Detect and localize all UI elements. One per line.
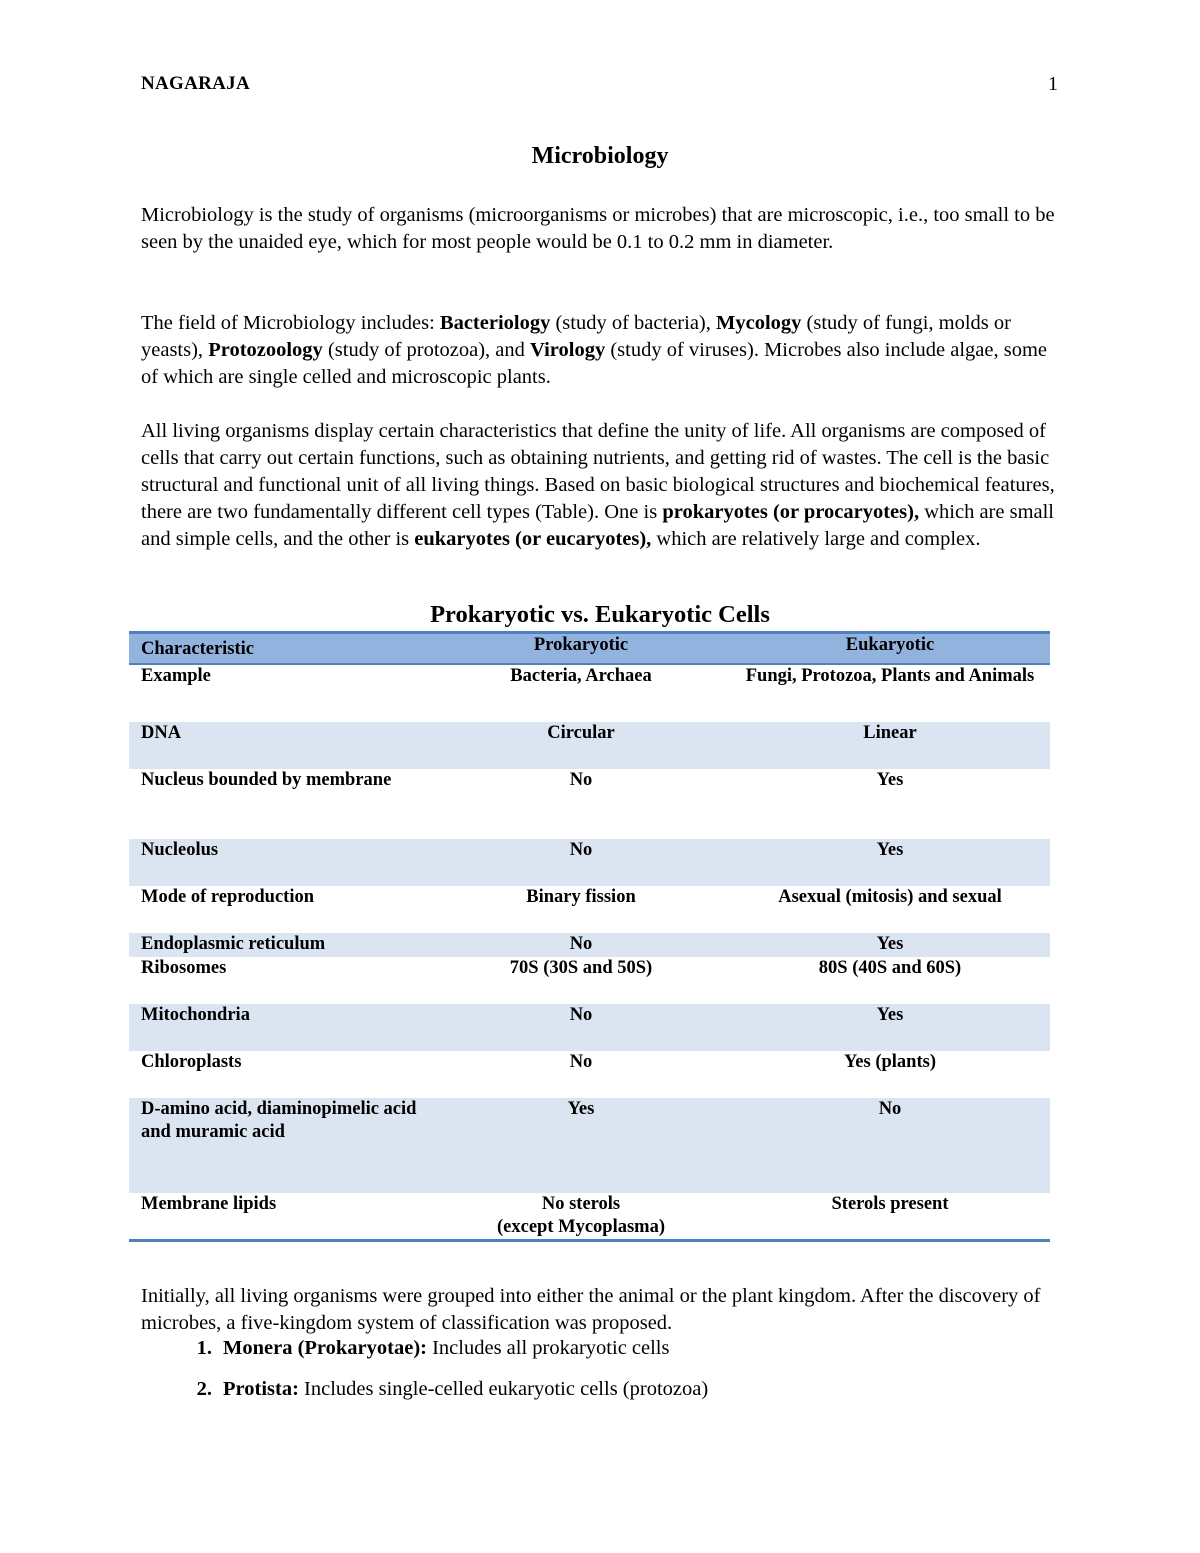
cell-eukaryotic: Fungi, Protozoa, Plants and Animals <box>745 665 1035 686</box>
cell-characteristic: Ribosomes <box>141 957 227 978</box>
term-bacteriology: Bacteriology <box>439 312 551 334</box>
table-row <box>129 1004 1050 1051</box>
cell-eukaryotic: 80S (40S and 60S) <box>818 957 962 978</box>
paragraph-classification: Initially, all living organisms were grouped into either the animal or the plant kingdom. After the discovery of microbes, a five-kingdom system of classification was proposed. <box>141 1285 1041 1334</box>
cell-line: (except Mycoplasma) <box>497 1216 665 1237</box>
cell-characteristic: D-amino acid, diaminopimelic acid and muramic acid <box>141 1098 417 1142</box>
cell-characteristic: Nucleus bounded by membrane <box>141 769 392 790</box>
cell-characteristic: Mode of reproduction <box>141 886 315 907</box>
list-number: 1. <box>196 1337 212 1359</box>
cell-eukaryotic: No <box>878 1098 902 1119</box>
term-virology: Virology <box>530 339 606 361</box>
list-item <box>141 1378 708 1401</box>
cell-prokaryotic: Circular <box>547 722 615 743</box>
table-row <box>129 839 1050 886</box>
table-row <box>129 1098 1050 1193</box>
term-protozoology: Protozoology <box>208 339 323 361</box>
paragraph-definition: Microbiology is the study of organisms (microorganisms or microbes) that are microscopic, i.e., too small to be seen by the unaided eye, which for most people would be 0.1 to 0.2 mm in diameter. <box>141 204 1055 253</box>
list-text: Includes single-celled eukaryotic cells (protozoa) <box>298 1378 709 1400</box>
paragraph-cell-types <box>141 418 1061 553</box>
text-run: (study of fungi, molds or yeasts), <box>141 312 1011 361</box>
table-row <box>129 933 1050 957</box>
text-run: which are relatively large and complex. <box>651 528 981 550</box>
cell-eukaryotic: Yes <box>876 769 904 790</box>
column-header: Characteristic <box>129 633 432 664</box>
term-eukaryotes: eukaryotes (or eucaryotes), <box>414 528 652 550</box>
paragraph-fields <box>141 310 1061 391</box>
text-run: (study of bacteria), <box>550 312 717 334</box>
table-row <box>129 886 1050 933</box>
table-title: Prokaryotic vs. Eukaryotic Cells <box>430 601 770 628</box>
term-prokaryotes: prokaryotes (or procaryotes), <box>662 501 920 523</box>
cell-characteristic: Mitochondria <box>141 1004 250 1025</box>
table-row <box>129 722 1050 769</box>
cell-prokaryotic: No <box>569 769 593 790</box>
cell-characteristic: DNA <box>141 722 182 743</box>
list-term: Protista: <box>223 1378 299 1400</box>
cell-prokaryotic: Bacteria, Archaea <box>510 665 652 686</box>
list-item <box>141 1337 669 1360</box>
running-header-author: NAGARAJA <box>141 73 251 94</box>
cell-line: No sterols <box>541 1193 621 1214</box>
cell-prokaryotic <box>432 1193 730 1241</box>
column-header: Eukaryotic <box>730 633 1050 664</box>
text-run: (study of viruses). Microbes also include algae, some of which are single celled and microscopic plants. <box>141 339 1047 388</box>
cell-characteristic: Endoplasmic reticulum <box>141 933 326 954</box>
cell-prokaryotic: Binary fission <box>526 886 636 907</box>
text-run: The field of Microbiology includes: <box>141 312 440 334</box>
table-row <box>129 1051 1050 1098</box>
list-number: 2. <box>196 1378 212 1400</box>
cell-eukaryotic: Asexual (mitosis) and sexual <box>778 886 1002 907</box>
cell-eukaryotic: Yes <box>876 933 904 954</box>
table-row <box>129 664 1050 722</box>
cell-eukaryotic: Linear <box>863 722 917 743</box>
table-row <box>129 1193 1050 1241</box>
cell-prokaryotic: No <box>569 1051 593 1072</box>
list-text: Includes all prokaryotic cells <box>426 1337 670 1359</box>
cell-prokaryotic: 70S (30S and 50S) <box>509 957 653 978</box>
cell-eukaryotic: Yes <box>876 1004 904 1025</box>
table-row <box>129 957 1050 1004</box>
table-header-row <box>129 633 1050 664</box>
cell-prokaryotic: No <box>569 1004 593 1025</box>
cell-eukaryotic: Yes <box>876 839 904 860</box>
cell-characteristic: Chloroplasts <box>141 1051 242 1072</box>
table-row <box>129 769 1050 839</box>
cell-characteristic: Example <box>141 665 211 686</box>
text-run: All living organisms display certain characteristics that define the unity of life. All organisms are composed of cells that carry out certain functions, such as obtaining nutrients, and getting rid of wastes. The cell is the basic structural and functional unit of all living things. Based on basic biological structures and biochemical features, there are two fundamentally different cell types (Table). One is <box>141 420 1055 523</box>
list-term: Monera (Prokaryotae): <box>223 1337 427 1359</box>
document-title: Microbiology <box>531 143 669 169</box>
comparison-table <box>129 631 1050 1242</box>
cell-characteristic: Membrane lipids <box>129 1193 432 1241</box>
page-number: 1 <box>1048 73 1058 95</box>
cell-prokaryotic: No <box>569 933 593 954</box>
text-run: (study of protozoa), and <box>322 339 531 361</box>
cell-prokaryotic: Yes <box>567 1098 595 1119</box>
term-mycology: Mycology <box>716 312 802 334</box>
cell-prokaryotic: No <box>569 839 593 860</box>
cell-eukaryotic: Yes (plants) <box>844 1051 936 1072</box>
text-run: which are small and simple cells, and the other is <box>141 501 1055 550</box>
cell-eukaryotic: Sterols present <box>730 1193 1050 1241</box>
cell-characteristic: Nucleolus <box>141 839 219 860</box>
column-header: Prokaryotic <box>432 633 730 664</box>
